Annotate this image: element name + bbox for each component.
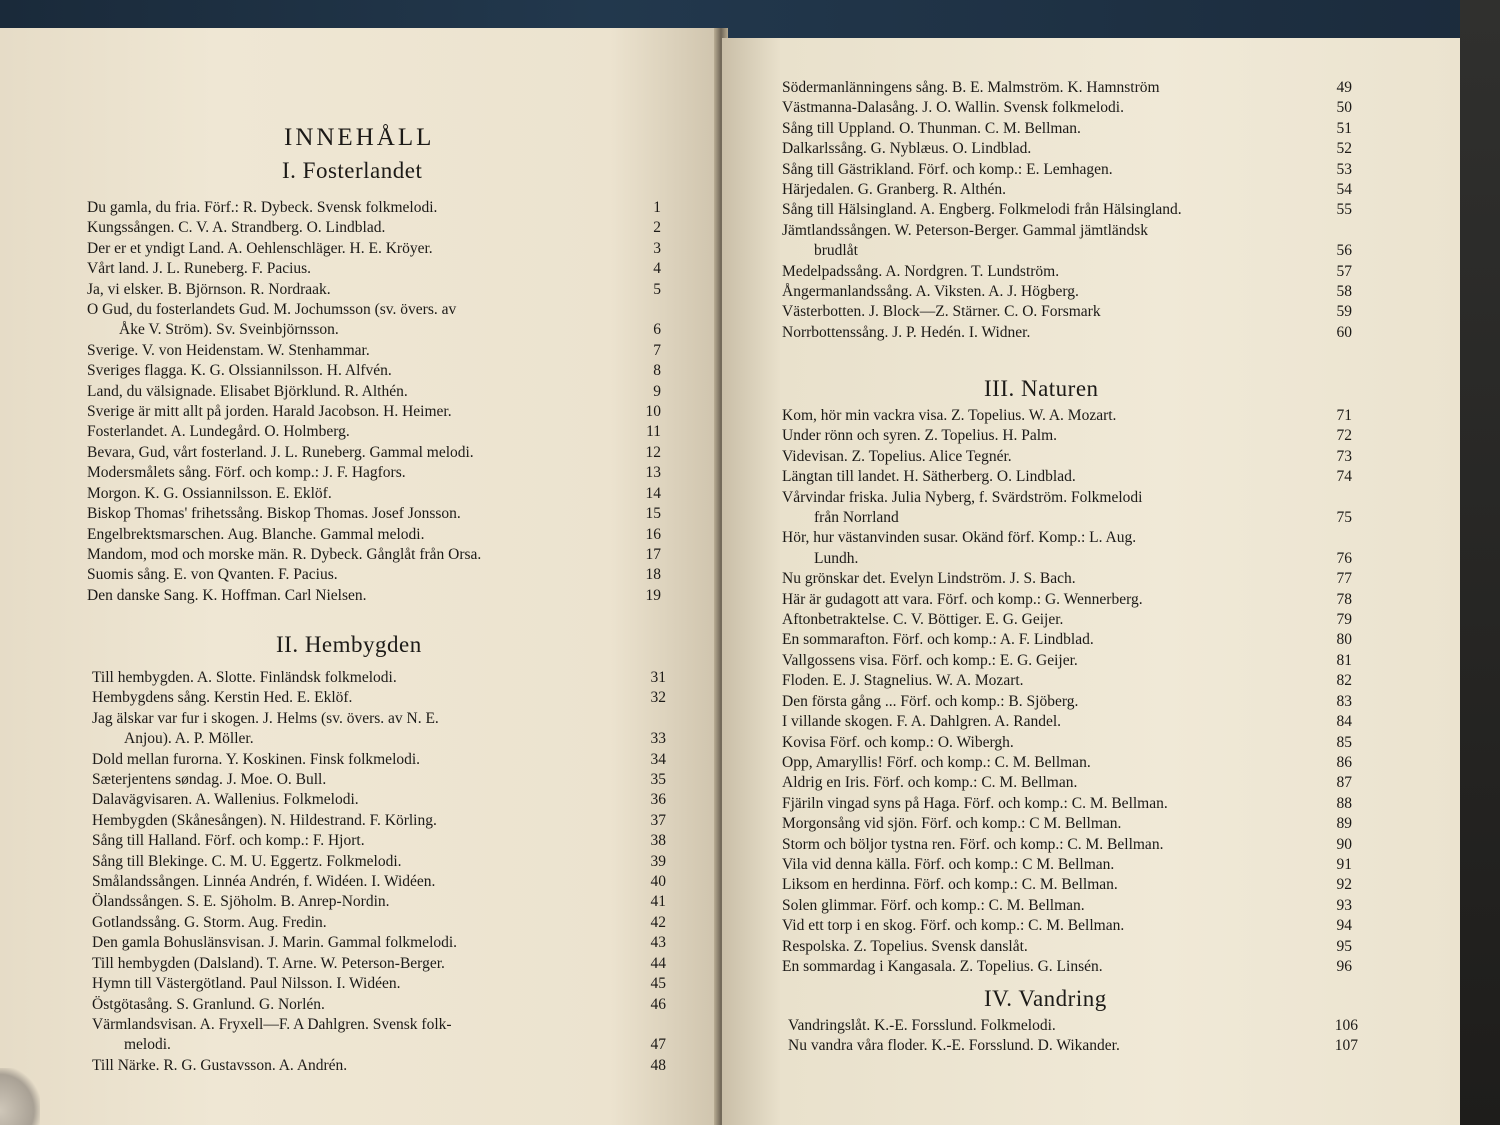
toc-entry-title: Sång till Halland. Förf. och komp.: F. Hjort. xyxy=(92,832,365,850)
toc-entry-title: Ja, vi elsker. B. Björnson. R. Nordraak. xyxy=(87,280,331,298)
toc-entry-title: Sång till Gästrikland. Förf. och komp.: E. Lemhagen. xyxy=(782,160,1113,178)
toc-entry xyxy=(788,1016,1358,1036)
toc-entry-page-number: 1 xyxy=(653,199,661,216)
toc-entry-page-number: 38 xyxy=(650,832,666,850)
toc-entry xyxy=(782,875,1352,895)
toc-entry-page-number: 107 xyxy=(1334,1037,1358,1055)
toc-entry-title: Dalavägvisaren. A. Wallenius. Folkmelodi. xyxy=(92,791,359,809)
toc-entry xyxy=(782,488,1352,529)
toc-entry-title: Västerbotten. J. Block—Z. Stärner. C. O. Forsmark xyxy=(782,303,1101,321)
toc-entry-title: Under rönn och syren. Z. Topelius. H. Palm. xyxy=(782,427,1058,445)
toc-entry xyxy=(782,753,1352,773)
toc-entry-page-number: 90 xyxy=(1336,835,1352,853)
toc-entry-title: Solen glimmar. Förf. och komp.: C. M. Bellman. xyxy=(782,896,1085,914)
toc-entry-page-number: 78 xyxy=(1336,590,1352,608)
toc-entry xyxy=(782,119,1352,139)
toc-entry-page-number: 74 xyxy=(1336,468,1352,486)
toc-entry xyxy=(92,750,666,770)
toc-entry-title: Sång till Hälsingland. A. Engberg. Folkmelodi från Hälsingland. xyxy=(782,201,1182,219)
toc-entry xyxy=(782,262,1352,282)
toc-entry xyxy=(92,770,666,790)
toc-entry xyxy=(782,916,1352,936)
toc-entry xyxy=(87,422,661,442)
toc-entry xyxy=(782,221,1352,262)
toc-entry-page-number: 54 xyxy=(1336,181,1352,199)
toc-entry-page-number: 75 xyxy=(1336,509,1352,527)
toc-entry-title: Här är gudagott att vara. Förf. och komp.: G. Wennerberg. xyxy=(782,590,1143,608)
toc-entry xyxy=(87,198,661,218)
toc-entry-title: Aldrig en Iris. Förf. och komp.: C. M. Bellman. xyxy=(782,774,1078,792)
toc-entry-title: I villande skogen. F. A. Dahlgren. A. Randel. xyxy=(782,713,1062,731)
toc-entry-title: Vila vid denna källa. Förf. och komp.: C M. Bellman. xyxy=(782,855,1115,873)
toc-entry-page-number: 71 xyxy=(1336,407,1352,424)
toc-entry-page-number: 73 xyxy=(1336,447,1352,465)
toc-entry-page-number: 2 xyxy=(653,219,661,237)
toc-entry-title: Du gamla, du fria. Förf.: R. Dybeck. Svensk folkmelodi. xyxy=(87,199,438,216)
toc-entry xyxy=(788,1036,1358,1056)
toc-entry-title: Jämtlandssången. W. Peterson-Berger. Gammal jämtländsk xyxy=(782,221,1149,239)
toc-entry xyxy=(782,200,1352,220)
toc-entry-page-number: 34 xyxy=(650,750,666,768)
toc-entry-title: En sommarafton. Förf. och komp.: A. F. Lindblad. xyxy=(782,631,1094,649)
toc-entry-title: Dalkarlssång. G. Nyblæus. O. Lindblad. xyxy=(782,140,1032,158)
toc-entry-title: Ångermanlandssång. A. Viksten. A. J. Högberg. xyxy=(782,283,1079,301)
toc-entry-title: Vid ett torp i en skog. Förf. och komp.: C. M. Bellman. xyxy=(782,917,1125,935)
toc-entry xyxy=(782,78,1352,98)
toc-entry-page-number: 91 xyxy=(1336,855,1352,873)
toc-entry-title: Hembygden (Skånesången). N. Hildestrand. F. Körling. xyxy=(92,811,437,829)
toc-entry xyxy=(782,814,1352,834)
toc-entry xyxy=(87,300,661,341)
toc-entry-page-number: 55 xyxy=(1336,201,1352,219)
toc-entry-title: Till Närke. R. G. Gustavsson. A. Andrén. xyxy=(92,1056,348,1074)
toc-entry-page-number: 58 xyxy=(1336,283,1352,301)
section-title-fosterlandet: I. Fosterlandet xyxy=(282,158,423,183)
toc-entry-page-number: 81 xyxy=(1336,651,1352,669)
toc-entry-title: Värmlandsvisan. A. Fryxell—F. A Dahlgren. Svensk folk- xyxy=(92,1015,452,1033)
toc-entry xyxy=(782,282,1352,302)
toc-entry-page-number: 7 xyxy=(653,341,661,359)
toc-entry-title: Dold mellan furorna. Y. Koskinen. Finsk folkmelodi. xyxy=(92,750,421,768)
toc-entry-page-number: 14 xyxy=(645,484,661,502)
toc-entry-page-number: 83 xyxy=(1336,692,1352,710)
toc-entry-page-number: 15 xyxy=(645,505,661,523)
toc-entry xyxy=(782,937,1352,957)
toc-entry-continuation: melodi. xyxy=(124,1036,171,1054)
toc-entry-page-number: 18 xyxy=(645,566,661,584)
toc-entry-page-number: 8 xyxy=(653,362,661,380)
toc-entry-page-number: 94 xyxy=(1336,917,1352,935)
toc-entry-page-number: 82 xyxy=(1336,672,1352,690)
toc-entry xyxy=(782,712,1352,732)
toc-entry xyxy=(92,831,666,851)
toc-list-naturen xyxy=(782,406,1352,977)
toc-entry-continuation: från Norrland xyxy=(814,509,899,527)
toc-entry-continuation: Anjou). A. P. Möller. xyxy=(124,730,254,748)
toc-entry-page-number: 106 xyxy=(1334,1017,1358,1034)
toc-entry xyxy=(782,773,1352,793)
toc-entry-continuation: Åke V. Ström). Sv. Sveinbjörnsson. xyxy=(119,321,339,339)
left-page xyxy=(0,28,718,1125)
toc-entry-page-number: 95 xyxy=(1336,937,1352,955)
toc-entry-page-number: 56 xyxy=(1336,242,1352,260)
toc-entry xyxy=(87,586,661,606)
toc-entry-page-number: 44 xyxy=(650,954,666,972)
toc-entry-page-number: 47 xyxy=(650,1036,666,1054)
section-title-hembygden: II. Hembygden xyxy=(276,632,422,657)
page-title: INNEHÅLL xyxy=(284,124,435,151)
toc-entry xyxy=(87,463,661,483)
toc-entry-page-number: 37 xyxy=(650,811,666,829)
toc-entry xyxy=(782,528,1352,569)
toc-entry xyxy=(92,954,666,974)
toc-entry-title: Morgon. K. G. Ossiannilsson. E. Eklöf. xyxy=(87,484,332,502)
toc-entry-title: Nu grönskar det. Evelyn Lindström. J. S. Bach. xyxy=(782,570,1076,588)
toc-entry xyxy=(782,651,1352,671)
toc-entry-page-number: 77 xyxy=(1336,570,1352,588)
toc-entry xyxy=(87,525,661,545)
toc-entry-title: Nu vandra våra floder. K.-E. Forsslund. D. Wikander. xyxy=(788,1037,1120,1055)
toc-entry xyxy=(92,1056,666,1076)
toc-entry-title: En sommardag i Kangasala. Z. Topelius. G. Linsén. xyxy=(782,957,1103,975)
toc-entry-title: Engelbrektsmarschen. Aug. Blanche. Gammal melodi. xyxy=(87,525,425,543)
toc-entry-continuation: brudlåt xyxy=(814,242,858,260)
toc-entry-page-number: 45 xyxy=(650,975,666,993)
toc-entry-title: Sverige. V. von Heidenstam. W. Stenhammar. xyxy=(87,341,370,359)
toc-entry xyxy=(92,668,666,688)
toc-entry-title: Sång till Uppland. O. Thunman. C. M. Bellman. xyxy=(782,119,1081,137)
toc-entry xyxy=(92,790,666,810)
toc-entry xyxy=(782,180,1352,200)
toc-list-fosterlandet xyxy=(87,198,661,606)
toc-entry-page-number: 87 xyxy=(1336,774,1352,792)
toc-entry-page-number: 57 xyxy=(1336,262,1352,280)
toc-entry-title: Södermanlänningens sång. B. E. Malmström. K. Hamnström xyxy=(782,79,1160,96)
toc-entry-title: Sæterjentens søndag. J. Moe. O. Bull. xyxy=(92,771,327,789)
toc-entry-title: Hembygdens sång. Kerstin Hed. E. Eklöf. xyxy=(92,689,353,707)
toc-entry xyxy=(87,565,661,585)
toc-entry-title: Härjedalen. G. Granberg. R. Althén. xyxy=(782,181,1006,199)
toc-entry-page-number: 93 xyxy=(1336,896,1352,914)
toc-entry-title: Respolska. Z. Topelius. Svensk danslåt. xyxy=(782,937,1028,955)
toc-entry xyxy=(782,406,1352,426)
toc-entry-page-number: 16 xyxy=(645,525,661,543)
toc-entry-title: Längtan till landet. H. Sätherberg. O. Lindblad. xyxy=(782,468,1076,486)
toc-entry-title: Liksom en herdinna. Förf. och komp.: C. M. Bellman. xyxy=(782,876,1118,894)
toc-entry xyxy=(782,671,1352,691)
toc-entry xyxy=(87,504,661,524)
toc-entry-page-number: 80 xyxy=(1336,631,1352,649)
toc-entry-page-number: 19 xyxy=(645,586,661,604)
section-title-vandring: IV. Vandring xyxy=(984,986,1107,1011)
toc-entry xyxy=(782,610,1352,630)
toc-entry xyxy=(87,280,661,300)
toc-entry-page-number: 86 xyxy=(1336,753,1352,771)
toc-entry xyxy=(782,98,1352,118)
toc-entry xyxy=(92,974,666,994)
toc-entry-title: Sverige är mitt allt på jorden. Harald Jacobson. H. Heimer. xyxy=(87,403,452,421)
toc-entry-title: Vandringslåt. K.-E. Forsslund. Folkmelodi. xyxy=(788,1017,1056,1034)
toc-entry-title: Ölandssången. S. E. Sjöholm. B. Anrep-Nordin. xyxy=(92,893,390,911)
toc-entry-page-number: 9 xyxy=(653,382,661,400)
toc-entry xyxy=(92,995,666,1015)
toc-entry-title: Mandom, mod och morske män. R. Dybeck. Gånglåt från Orsa. xyxy=(87,545,482,563)
toc-entry xyxy=(782,323,1352,343)
toc-list-hembygden xyxy=(92,668,666,1076)
toc-entry-title: Aftonbetraktelse. C. V. Böttiger. E. G. Geijer. xyxy=(782,611,1064,629)
toc-entry xyxy=(782,160,1352,180)
toc-entry xyxy=(92,872,666,892)
toc-entry-page-number: 92 xyxy=(1336,876,1352,894)
toc-entry-title: Fosterlandet. A. Lundegård. O. Holmberg. xyxy=(87,423,350,441)
toc-entry xyxy=(87,218,661,238)
toc-entry xyxy=(782,630,1352,650)
toc-entry-title: Vårvindar friska. Julia Nyberg, f. Svärdström. Folkmelodi xyxy=(782,488,1143,506)
toc-entry xyxy=(87,361,661,381)
toc-entry xyxy=(782,835,1352,855)
toc-entry-title: Smålandssången. Linnéa Andrén, f. Widéen. I. Widéen. xyxy=(92,873,436,891)
toc-entry-page-number: 39 xyxy=(650,852,666,870)
toc-entry-page-number: 41 xyxy=(650,893,666,911)
toc-list-hembygden-cont xyxy=(782,78,1352,343)
toc-entry-page-number: 46 xyxy=(650,995,666,1013)
toc-entry xyxy=(92,913,666,933)
toc-entry-page-number: 36 xyxy=(650,791,666,809)
toc-entry-page-number: 51 xyxy=(1336,119,1352,137)
toc-entry-page-number: 32 xyxy=(650,689,666,707)
toc-entry-title: Vårt land. J. L. Runeberg. F. Pacius. xyxy=(87,260,312,278)
toc-entry-title: Kom, hör min vackra visa. Z. Topelius. W. A. Mozart. xyxy=(782,407,1117,424)
toc-entry xyxy=(782,302,1352,322)
toc-entry-page-number: 4 xyxy=(653,260,661,278)
toc-entry-page-number: 52 xyxy=(1336,140,1352,158)
toc-entry-page-number: 60 xyxy=(1336,323,1352,341)
toc-entry-page-number: 42 xyxy=(650,913,666,931)
toc-entry xyxy=(782,447,1352,467)
toc-entry-page-number: 76 xyxy=(1336,549,1352,567)
toc-entry xyxy=(782,794,1352,814)
toc-entry xyxy=(87,382,661,402)
toc-entry-page-number: 96 xyxy=(1336,957,1352,975)
toc-entry xyxy=(92,1015,666,1056)
toc-entry-title: Videvisan. Z. Topelius. Alice Tegnér. xyxy=(782,447,1012,465)
toc-entry xyxy=(782,590,1352,610)
toc-entry-page-number: 13 xyxy=(645,464,661,482)
toc-entry-page-number: 48 xyxy=(650,1056,666,1074)
toc-entry-page-number: 33 xyxy=(650,730,666,748)
toc-entry-page-number: 12 xyxy=(645,443,661,461)
toc-entry-title: Vallgossens visa. Förf. och komp.: E. G. Geijer. xyxy=(782,651,1078,669)
toc-entry-title: Till hembygden (Dalsland). T. Arne. W. Peterson-Berger. xyxy=(92,954,445,972)
toc-entry-page-number: 49 xyxy=(1336,79,1352,96)
toc-entry-title: Fjäriln vingad syns på Haga. Förf. och komp.: C. M. Bellman. xyxy=(782,794,1168,812)
toc-entry-page-number: 84 xyxy=(1336,713,1352,731)
toc-entry-title: Västmanna-Dalasång. J. O. Wallin. Svensk folkmelodi. xyxy=(782,99,1124,117)
toc-entry-title: Morgonsång vid sjön. Förf. och komp.: C M. Bellman. xyxy=(782,815,1122,833)
toc-entry-title: Norrbottenssång. J. P. Hedén. I. Widner. xyxy=(782,323,1031,341)
toc-entry-title: O Gud, du fosterlandets Gud. M. Jochumsson (sv. övers. av xyxy=(87,301,457,319)
toc-entry-title: Bevara, Gud, vårt fosterland. J. L. Runeberg. Gammal melodi. xyxy=(87,443,474,461)
toc-entry-title: Biskop Thomas' frihetssång. Biskop Thomas. Josef Jonsson. xyxy=(87,505,461,523)
toc-entry-page-number: 10 xyxy=(645,403,661,421)
toc-entry xyxy=(782,426,1352,446)
toc-entry-page-number: 5 xyxy=(653,280,661,298)
toc-entry-title: Storm och böljor tystna ren. Förf. och komp.: C. M. Bellman. xyxy=(782,835,1164,853)
toc-entry-page-number: 31 xyxy=(650,669,666,686)
toc-entry-page-number: 43 xyxy=(650,934,666,952)
toc-entry-page-number: 17 xyxy=(645,545,661,563)
toc-entry-title: Land, du välsignade. Elisabet Björklund. R. Althén. xyxy=(87,382,408,400)
toc-entry xyxy=(87,484,661,504)
background xyxy=(1460,0,1500,1125)
toc-entry-page-number: 6 xyxy=(653,321,661,339)
right-page xyxy=(722,38,1460,1125)
toc-entry xyxy=(92,892,666,912)
toc-entry xyxy=(782,957,1352,977)
toc-entry-page-number: 79 xyxy=(1336,611,1352,629)
toc-entry-title: Den danske Sang. K. Hoffman. Carl Nielsen. xyxy=(87,586,367,604)
toc-entry-page-number: 72 xyxy=(1336,427,1352,445)
toc-entry-title: Östgötasång. S. Granlund. G. Norlén. xyxy=(92,995,325,1013)
toc-entry xyxy=(87,259,661,279)
toc-entry-title: Der er et yndigt Land. A. Oehlenschläger. H. E. Kröyer. xyxy=(87,239,433,257)
toc-entry xyxy=(92,811,666,831)
toc-entry xyxy=(782,896,1352,916)
toc-entry-page-number: 3 xyxy=(653,239,661,257)
toc-entry-continuation: Lundh. xyxy=(814,549,859,567)
toc-entry-page-number: 89 xyxy=(1336,815,1352,833)
toc-entry xyxy=(782,855,1352,875)
toc-entry-title: Till hembygden. A. Slotte. Finländsk folkmelodi. xyxy=(92,669,397,686)
toc-entry-page-number: 59 xyxy=(1336,303,1352,321)
toc-entry xyxy=(92,852,666,872)
toc-entry-title: Kungssången. C. V. A. Strandberg. O. Lindblad. xyxy=(87,219,386,237)
toc-entry-title: Medelpadssång. A. Nordgren. T. Lundström. xyxy=(782,262,1060,280)
toc-entry xyxy=(92,688,666,708)
toc-entry xyxy=(782,569,1352,589)
toc-entry-title: Opp, Amaryllis! Förf. och komp.: C. M. Bellman. xyxy=(782,753,1091,771)
toc-entry-page-number: 11 xyxy=(646,423,661,441)
toc-entry-page-number: 88 xyxy=(1336,794,1352,812)
toc-entry xyxy=(87,443,661,463)
toc-entry-title: Hör, hur västanvinden susar. Okänd förf. Komp.: L. Aug. xyxy=(782,529,1137,547)
toc-entry xyxy=(87,239,661,259)
toc-entry-title: Floden. E. J. Stagnelius. W. A. Mozart. xyxy=(782,672,1024,690)
toc-entry xyxy=(87,341,661,361)
toc-entry-title: Sveriges flagga. K. G. Olssiannilsson. H. Alfvén. xyxy=(87,362,392,380)
section-title-naturen: III. Naturen xyxy=(984,376,1099,401)
toc-entry-page-number: 40 xyxy=(650,873,666,891)
toc-entry xyxy=(782,139,1352,159)
toc-entry xyxy=(782,692,1352,712)
toc-entry-title: Sång till Blekinge. C. M. U. Eggertz. Folkmelodi. xyxy=(92,852,402,870)
finger-shadow xyxy=(0,1068,40,1125)
toc-entry xyxy=(87,545,661,565)
toc-entry-title: Suomis sång. E. von Qvanten. F. Pacius. xyxy=(87,566,338,584)
toc-entry-title: Den första gång ... Förf. och komp.: B. Sjöberg. xyxy=(782,692,1079,710)
toc-entry-page-number: 50 xyxy=(1336,99,1352,117)
toc-entry-page-number: 85 xyxy=(1336,733,1352,751)
toc-entry-page-number: 35 xyxy=(650,771,666,789)
toc-entry xyxy=(782,733,1352,753)
toc-entry xyxy=(92,933,666,953)
toc-entry-title: Hymn till Västergötland. Paul Nilsson. I. Widéen. xyxy=(92,975,401,993)
toc-entry-title: Den gamla Bohuslänsvisan. J. Marin. Gammal folkmelodi. xyxy=(92,934,458,952)
toc-list-vandring xyxy=(788,1016,1358,1057)
toc-entry-page-number: 53 xyxy=(1336,160,1352,178)
toc-entry xyxy=(92,709,666,750)
toc-entry-title: Modersmålets sång. Förf. och komp.: J. F. Hagfors. xyxy=(87,464,406,482)
toc-entry xyxy=(782,467,1352,487)
toc-entry xyxy=(87,402,661,422)
toc-entry-title: Kovisa Förf. och komp.: O. Wibergh. xyxy=(782,733,1014,751)
toc-entry-title: Jag älskar var fur i skogen. J. Helms (sv. övers. av N. E. xyxy=(92,709,439,727)
toc-entry-title: Gotlandssång. G. Storm. Aug. Fredin. xyxy=(92,913,327,931)
